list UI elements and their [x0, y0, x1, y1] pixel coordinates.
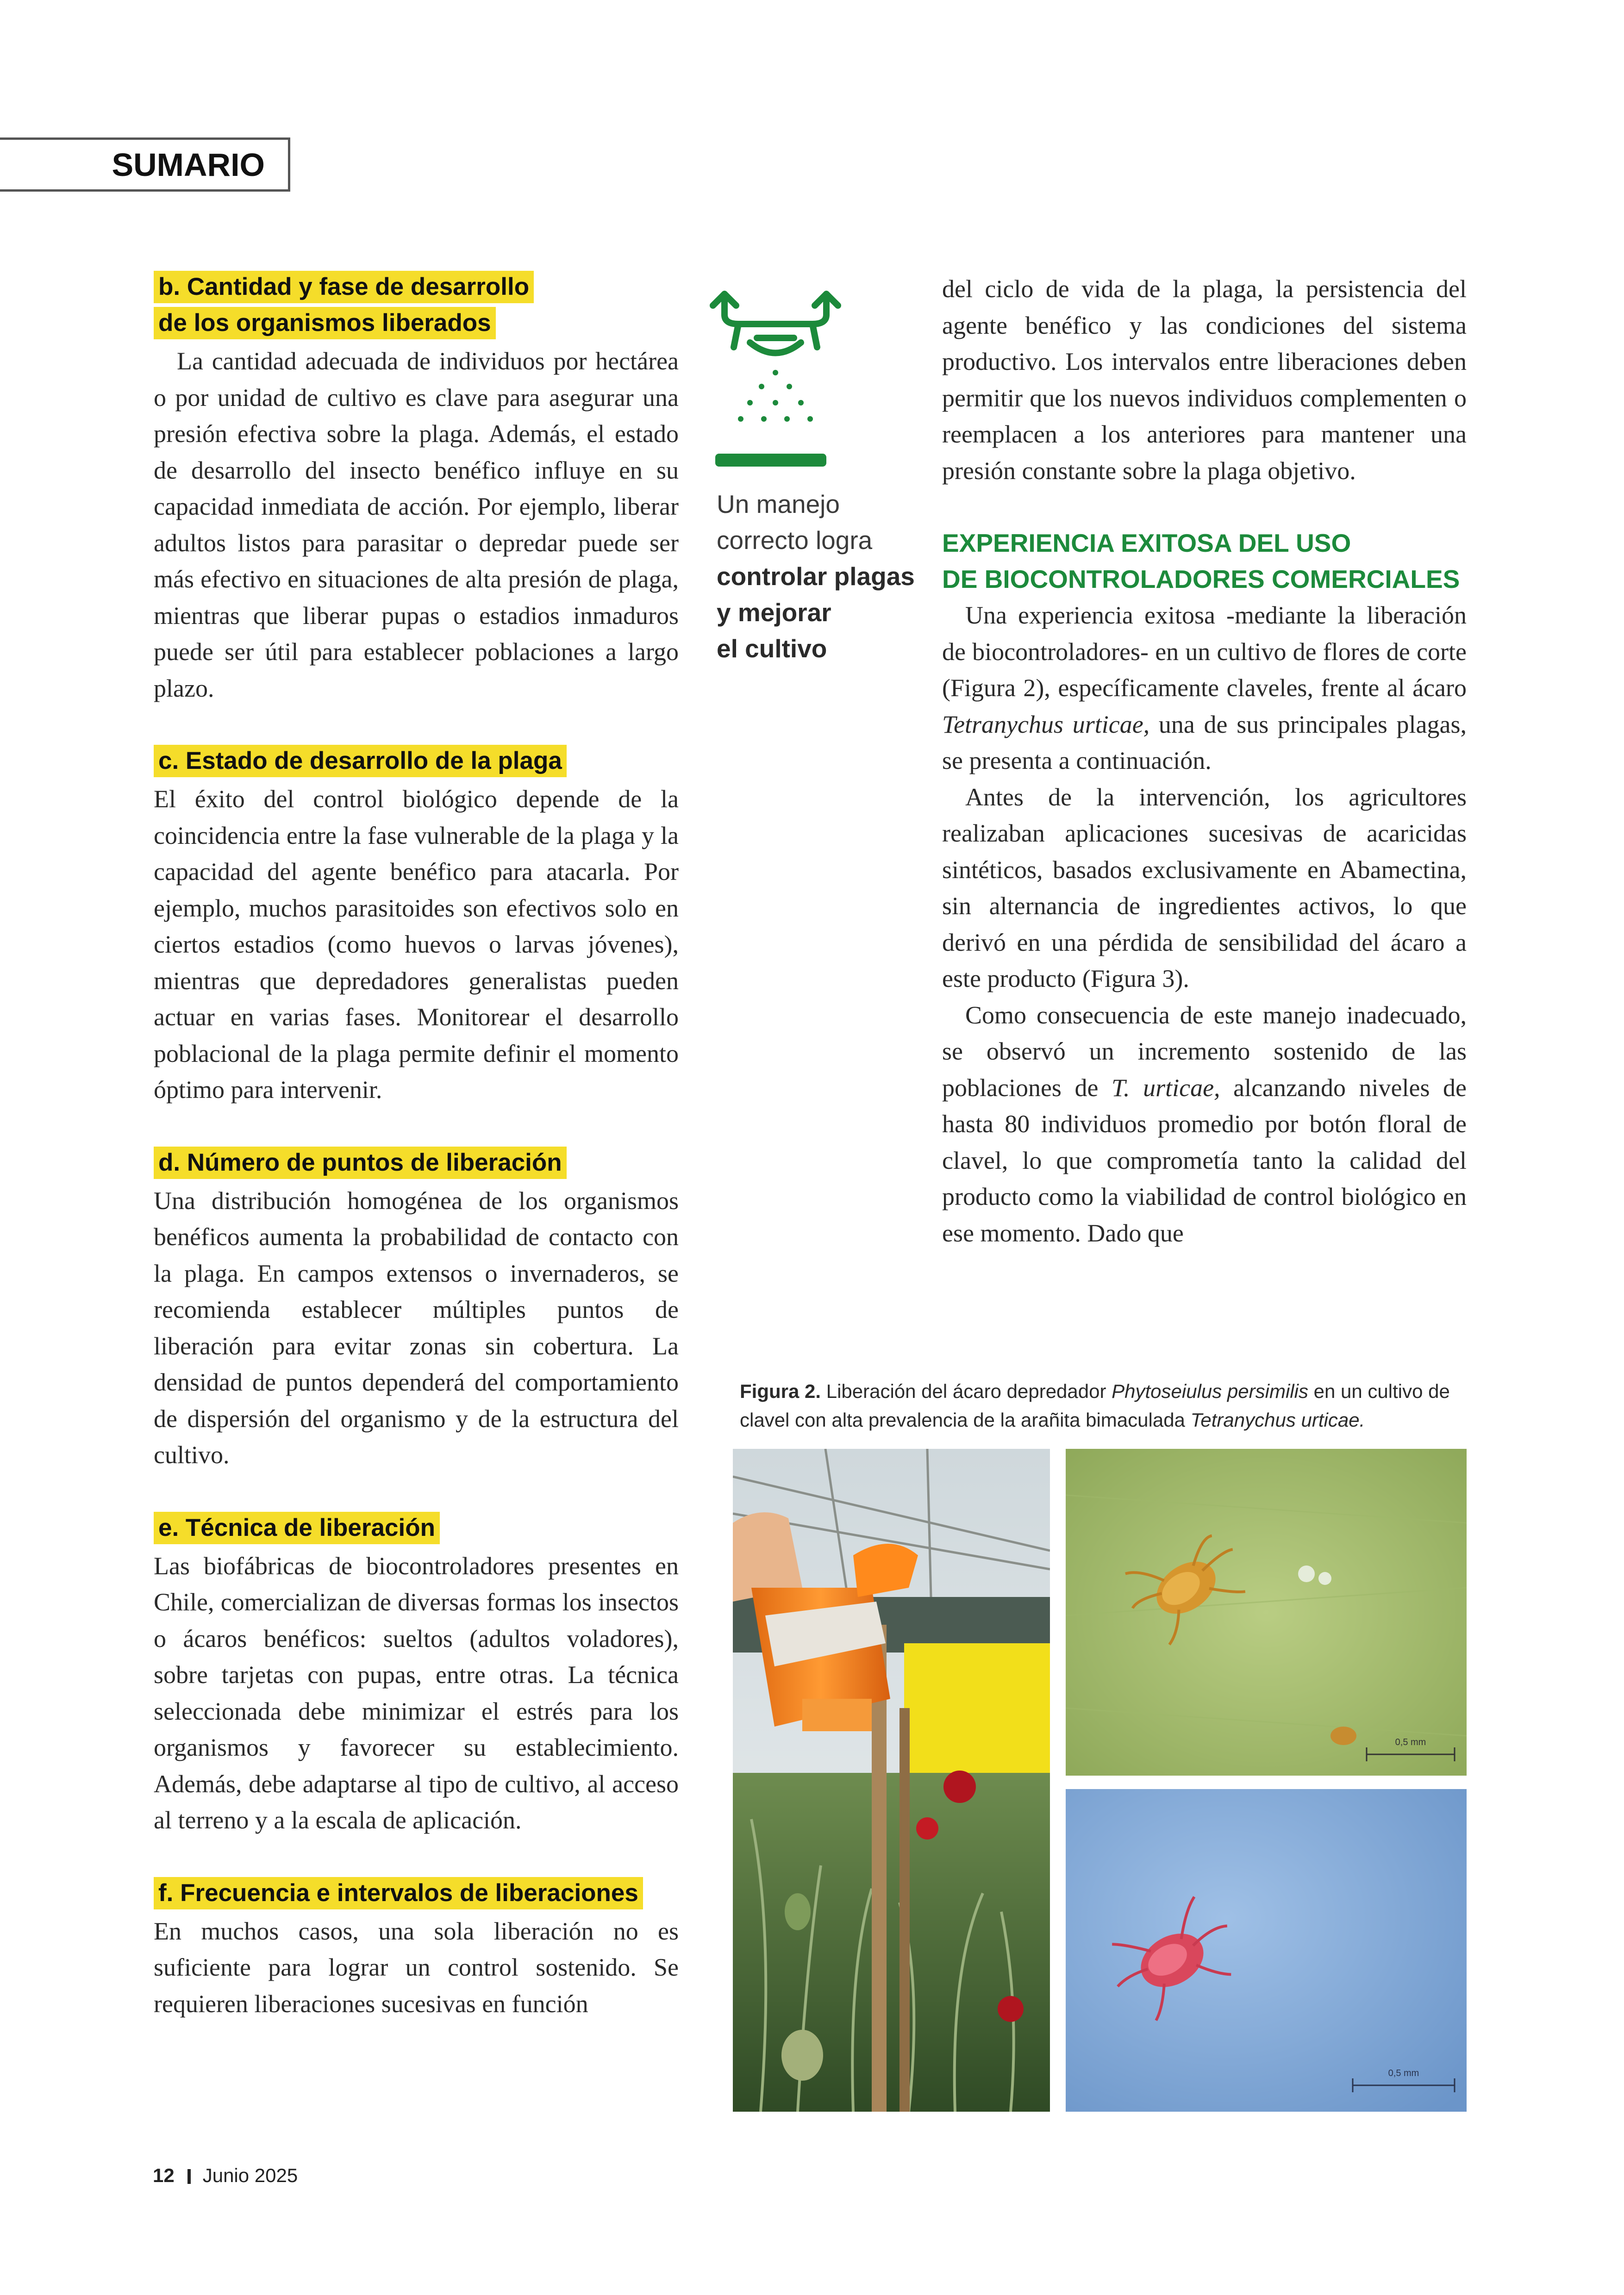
subhead-b-line1: b. Cantidad y fase de desarrollo [154, 271, 534, 303]
section-heading: DE BIOCONTROLADORES COMERCIALES [942, 565, 1460, 593]
paragraph-b: La cantidad adecuada de individuos por hectárea o por unidad de cultivo es clave para asegurar una presión efectiva sobre la plaga. Además, el estado de desarrollo del insecto benéfico influye en su capacidad inmediata de acción. Por ejemplo, liberar adultos listos para parasitar o depredar puede ser más efectivo en situaciones de alta presión de plaga, mientras que liberar pupas o estadios inmaduros puede ser útil para establecer poblaciones a largo plazo. [154, 347, 679, 702]
spacer [154, 706, 679, 742]
page-number: 12 [153, 2164, 175, 2186]
paragraph-r4 [942, 997, 1467, 1252]
photo-spider-mite [1066, 1789, 1467, 2112]
spacer [154, 1473, 679, 1509]
text-run: alcanzando niveles de hasta 80 individuos promedio por botón floral de clavel, lo que comprometía tanto la calidad del producto como la viabilidad de control biológico en ese momento. Dado que [942, 1073, 1467, 1247]
issue-date: Junio 2025 [202, 2164, 298, 2186]
pull-quote-line: correcto logra [717, 526, 873, 555]
text-run: una de sus principales plagas, se presenta a continuación. [942, 710, 1467, 774]
figure-label: Figura 2. [740, 1380, 821, 1402]
species-name: Tetranychus urticae, [942, 710, 1150, 738]
subhead-c: c. Estado de desarrollo de la plaga [154, 745, 567, 777]
pull-quote-line: el cultivo [717, 634, 827, 663]
pull-quote-line: y mejorar [717, 598, 831, 627]
subhead-e: e. Técnica de liberación [154, 1512, 440, 1544]
species-name: Tetranychus urticae. [1190, 1409, 1365, 1431]
scale-bar-label: 0,5 mm [1388, 2068, 1419, 2078]
photo-release-in-crop [733, 1449, 1050, 2112]
text-run: Como consecuencia de este manejo inadecuado, se observó un incremento sostenido de las poblaciones de [942, 1001, 1467, 1102]
scale-bar-label: 0,5 mm [1395, 1737, 1426, 1747]
spacer [154, 1108, 679, 1144]
paragraph-e: Las biofábricas de biocontroladores presentes en Chile, comercializan de diversas formas los insectos o ácaros benéficos: sueltos (adultos voladores), sobre tarjetas con pupas, entre otras. La técnica seleccionada debe minimizar el estrés para los organismos y favorecer su establecimiento. Además, debe adaptarse al tipo de cultivo, al acceso al terreno y a la escala de aplicación. [154, 1552, 679, 1834]
paragraph-f: En muchos casos, una sola liberación no es suficiente para lograr un control sostenido. Se requieren liberaciones sucesivas en función [154, 1917, 679, 2018]
page-footer [153, 2164, 298, 2187]
left-column [154, 271, 679, 2022]
paragraph-c: El éxito del control biológico depende de la coincidencia entre la fase vulnerable de la plaga y la capacidad del agente benéfico para atacarla. Por ejemplo, muchos parasitoides son efectivos solo en ciertos estadios (como huevos o larvas jóvenes), mientras que depredadores generalistas pueden actuar en varias fases. Monitorear el desarrollo poblacional de la plaga permite definir el momento óptimo para intervenir. [154, 785, 679, 1104]
text-run: Una experiencia exitosa -mediante la liberación de biocontroladores- en un cultivo de flores de corte (Figura 2), específicamente claveles, frente al ácaro [942, 601, 1467, 702]
photo-predatory-mite [1066, 1449, 1467, 1776]
spacer [154, 1839, 679, 1875]
paragraph-d: Una distribución homogénea de los organismos benéficos aumenta la probabilidad de contacto con la plaga. En campos extensos o invernaderos, se recomienda establecer múltiples puntos de liberación para evitar zonas sin cobertura. La densidad de puntos dependerá del comportamiento de dispersión del organismo y de la estructura del cultivo. [154, 1186, 679, 1469]
spacer [942, 489, 1467, 525]
pull-quote-line: controlar plagas [717, 562, 915, 591]
drone-release-icon [706, 287, 845, 472]
figure-caption [740, 1377, 1471, 1434]
subhead-b-line2: de los organismos liberados [154, 307, 496, 339]
right-column [942, 271, 1467, 1251]
paragraph-r3: Antes de la intervención, los agricultores realizaban aplicaciones sucesivas de acaricidas sintéticos, basados exclusivamente en Abamectina, sin alternancia de ingredientes activos, lo que derivó en una pérdida de sensibilidad del ácaro a este producto (Figura 3). [942, 783, 1467, 992]
section-heading: EXPERIENCIA EXITOSA DEL USO [942, 529, 1351, 557]
subhead-d: d. Número de puntos de liberación [154, 1147, 567, 1179]
pull-quote-line: Un manejo [717, 490, 840, 518]
species-name: T. urticae, [1112, 1073, 1220, 1102]
paragraph-r1: del ciclo de vida de la plaga, la persistencia del agente benéfico y las condiciones del sistema productivo. Los intervalos entre liberaciones deben permitir que los nuevos individuos complementen o reemplacen a los anteriores para mantener una presión constante sobre la plaga objetivo. [942, 275, 1467, 485]
section-tag [0, 137, 290, 192]
caption-text: Liberación del ácaro depredador [821, 1380, 1112, 1402]
subhead-f: f. Frecuencia e intervalos de liberaciones [154, 1877, 643, 1909]
caption-text: en un cultivo de clavel con alta prevalencia de la arañita bimaculada [740, 1380, 1450, 1431]
species-name: Phytoseiulus persimilis [1112, 1380, 1308, 1402]
footer-separator [187, 2169, 191, 2184]
pull-quote [717, 486, 920, 667]
section-tag-label: SUMARIO [112, 146, 265, 183]
paragraph-r2 [942, 597, 1467, 779]
